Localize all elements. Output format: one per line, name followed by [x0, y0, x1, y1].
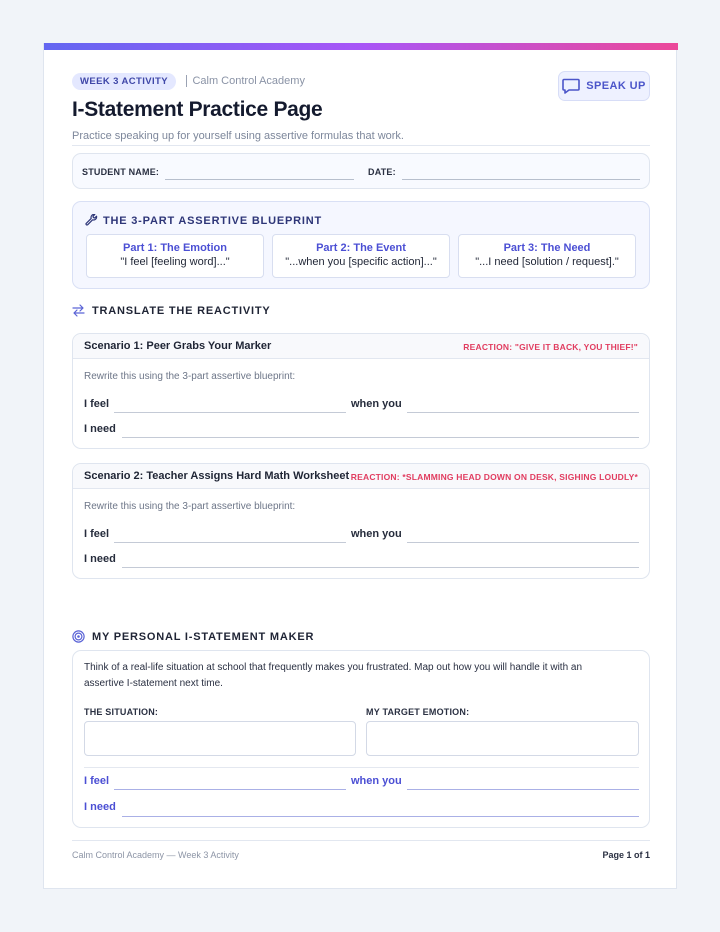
speech-bubble-icon	[562, 78, 580, 94]
academy-name: Calm Control Academy	[186, 75, 305, 87]
maker-divider	[84, 767, 639, 768]
maker-heading	[72, 630, 314, 643]
page-subtitle: Practice speaking up for yourself using assertive formulas that work.	[72, 130, 404, 142]
i-need-label: I need	[84, 801, 116, 813]
scenario-header	[73, 334, 649, 359]
part-1-title: Part 1: The Emotion	[123, 242, 227, 254]
gradient-top-bar	[44, 43, 678, 50]
i-need-field[interactable]	[122, 567, 639, 568]
when-you-field[interactable]	[407, 542, 639, 543]
maker-title: MY PERSONAL I-STATEMENT MAKER	[92, 630, 315, 643]
part-2-title: Part 2: The Event	[316, 242, 406, 254]
part-1-formula: "I feel [feeling word]..."	[120, 256, 230, 268]
i-feel-label: I feel	[84, 398, 110, 410]
worksheet-page	[43, 43, 677, 889]
scenario-reaction: REACTION: *SLAMMING HEAD DOWN ON DESK, SIGHING LOUDLY*	[350, 472, 638, 482]
page-footer	[72, 840, 650, 860]
student-name-field[interactable]	[165, 179, 354, 180]
i-need-field[interactable]	[122, 816, 639, 817]
date-label: DATE:	[368, 167, 396, 177]
scenario-title: Scenario 1: Peer Grabs Your Marker	[84, 340, 272, 352]
rewrite-prompt: Rewrite this using the 3-part assertive blueprint:	[84, 501, 296, 512]
i-feel-field[interactable]	[114, 789, 346, 790]
blueprint-part-3	[458, 234, 636, 278]
date-field[interactable]	[402, 179, 640, 180]
week-badge: WEEK 3 ACTIVITY	[72, 73, 176, 90]
i-need-field[interactable]	[122, 437, 639, 438]
i-feel-field[interactable]	[114, 412, 346, 413]
i-feel-field[interactable]	[114, 542, 346, 543]
i-need-label: I need	[84, 553, 116, 565]
speak-up-button[interactable]	[558, 71, 650, 101]
scenario-header	[73, 464, 649, 489]
target-icon	[72, 630, 85, 643]
when-you-field[interactable]	[407, 412, 639, 413]
student-name-label: STUDENT NAME:	[82, 167, 160, 177]
scenario-reaction: REACTION: "GIVE IT BACK, YOU THIEF!"	[463, 342, 638, 352]
scenario-card-2	[72, 463, 650, 579]
blueprint-title: THE 3-PART ASSERTIVE BLUEPRINT	[103, 214, 322, 227]
part-3-title: Part 3: The Need	[503, 242, 591, 254]
rewrite-prompt: Rewrite this using the 3-part assertive blueprint:	[84, 371, 296, 382]
when-you-label: when you	[351, 775, 402, 787]
target-emotion-input[interactable]	[366, 721, 639, 756]
student-info-card	[72, 153, 650, 189]
i-need-label: I need	[84, 423, 116, 435]
target-emotion-label: MY TARGET EMOTION:	[366, 707, 470, 717]
blueprint-heading	[85, 214, 322, 227]
i-feel-label: I feel	[84, 528, 110, 540]
blueprint-card	[72, 201, 650, 289]
part-3-formula: "...I need [solution / request]."	[475, 256, 619, 268]
i-feel-label: I feel	[84, 775, 110, 787]
when-you-field[interactable]	[407, 789, 639, 790]
page-title: I-Statement Practice Page	[72, 98, 323, 121]
speak-up-label: SPEAK UP	[586, 80, 646, 92]
scenario-card-1	[72, 333, 650, 449]
maker-card	[72, 650, 650, 828]
when-you-label: when you	[351, 398, 402, 410]
footer-credit: Calm Control Academy — Week 3 Activity	[72, 850, 239, 860]
situation-input[interactable]	[84, 721, 356, 756]
wrench-icon	[85, 214, 98, 227]
part-2-formula: "...when you [specific action]..."	[285, 256, 437, 268]
swap-arrows-icon	[72, 304, 85, 317]
maker-instructions: Think of a real-life situation at school that frequently makes you frustrated. Map out how you will handle it with an assertive I-statement next time.	[84, 662, 583, 689]
header-divider	[72, 145, 650, 146]
situation-label: THE SITUATION:	[84, 707, 159, 717]
when-you-label: when you	[351, 528, 402, 540]
page-number: Page 1 of 1	[602, 850, 650, 860]
page-header	[72, 71, 650, 142]
translate-title: TRANSLATE THE REACTIVITY	[92, 304, 271, 317]
blueprint-part-1	[86, 234, 264, 278]
blueprint-part-2	[272, 234, 450, 278]
translate-heading	[72, 304, 271, 317]
scenario-title: Scenario 2: Teacher Assigns Hard Math Worksheet	[84, 470, 350, 482]
